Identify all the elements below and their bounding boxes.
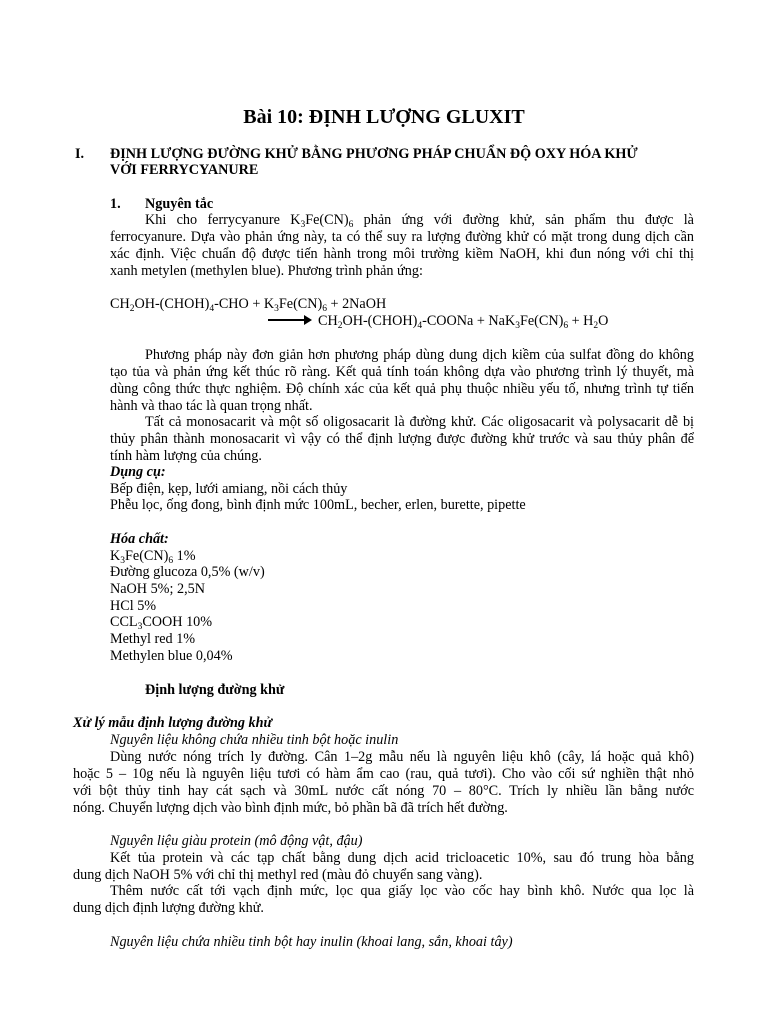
paragraph-line: hoặc 5 – 10g nếu là nguyên liệu tươi có hàm ẩm cao (rau, quả tươi). Cho vào cối sứ nghiền thật nhỏ (73, 766, 694, 782)
subheading: Nguyên liệu không chứa nhiều tinh bột hoặc inulin (110, 732, 399, 748)
paragraph-line: Dùng nước nóng trích ly đường. Cân 1–2g mẫu nếu là nguyên liệu khô (cây, lá hoặc quả khô) (110, 749, 694, 765)
section-heading-line-1: ĐỊNH LƯỢNG ĐƯỜNG KHỬ BẰNG PHƯƠNG PHÁP CHUẨN ĐỘ OXY HÓA KHỬ (110, 146, 638, 162)
list-item: $K_3Fe(CN)_6$ 1% (110, 548, 196, 566)
reaction-arrow-icon (268, 319, 310, 321)
page-title: Bài 10: ĐỊNH LƯỢNG GLUXIT (243, 106, 525, 128)
paragraph-line: tạo tủa và phản ứng kết thúc rõ ràng. Kết quả tính toán không dựa vào phương trình lý thuyết, mà (110, 364, 694, 380)
paragraph-line: Khi cho ferrycyanure $K_3Fe(CN)_6$ phản ứng với đường khử, sản phẩm thu được là (145, 212, 694, 230)
subsection-title: Nguyên tắc (145, 196, 214, 212)
subheading: Nguyên liệu chứa nhiều tinh bột hay inulin (khoai lang, sắn, khoai tây) (110, 934, 513, 950)
paragraph-line: dung dịch NaOH 5% với chỉ thị methyl red (màu đỏ chuyển sang vàng). (73, 867, 483, 883)
section-numeral: I. (75, 146, 85, 162)
list-item: Đường glucoza 0,5% (w/v) (110, 564, 265, 580)
paragraph-line: thủy phân thành monosacarit vì vậy có thể định lượng được đường khử trước và sau thủy phân để (110, 431, 694, 447)
paragraph-line: dung dịch định lượng đường khử. (73, 900, 264, 916)
paragraph-line: Tất cả monosacarit và một số oligosacarit là đường khử. Các oligosacarit và polysacarit dễ bị (145, 414, 694, 430)
subsection-number: 1. (110, 196, 121, 212)
paragraph-line: hành và thao tác là quan trọng nhất. (110, 398, 313, 414)
chemicals-heading: Hóa chất: (110, 531, 169, 547)
list-item: Methyl red 1% (110, 631, 196, 647)
paragraph-line: xác định. Việc chuẩn độ được tiến hành trong môi trường kiềm NaOH, khi đun nóng với chỉ thị (110, 246, 694, 262)
list-item: $CCL_3COOH$ 10% (110, 614, 213, 632)
list-item: HCl 5% (110, 598, 157, 614)
paragraph-line: Phương pháp này đơn giản hơn phương pháp dùng dung dịch kiềm của sulfat đồng do không (145, 347, 694, 363)
sample-processing-heading: Xử lý mẫu định lượng đường khử (73, 715, 273, 731)
paragraph-line: tính hàm lượng của chúng. (110, 448, 262, 464)
equipment-heading: Dụng cụ: (110, 464, 166, 480)
paragraph-line: xanh metylen (methylen blue). Phương trình phản ứng: (110, 263, 423, 279)
paragraph-line: với bột thủy tinh hay cát sạch và 30mL nước cất nóng 70 – 80°C. Trích ly nhiều lần bằng nước (73, 783, 694, 799)
paragraph-line: dùng công thức thực nghiệm. Độ chính xác của kết quả phụ thuộc nhiều yếu tố, nhưng trình tự tiến (110, 381, 694, 397)
paragraph-line: Thêm nước cất tới vạch định mức, lọc qua giấy lọc vào cốc hay bình khô. Nước qua lọc là (110, 883, 694, 899)
subheading: Nguyên liệu giàu protein (mô động vật, đậu) (110, 833, 363, 849)
list-item: Methylen blue 0,04% (110, 648, 233, 664)
subsection-heading: Định lượng đường khử (145, 682, 285, 698)
section-heading-line-2: VỚI FERRYCYANURE (110, 162, 259, 178)
list-item: Bếp điện, kẹp, lưới amiang, nồi cách thủy (110, 481, 348, 497)
list-item: Phễu lọc, ống đong, bình định mức 100mL, becher, erlen, burette, pipette (110, 497, 526, 513)
paragraph-line: ferrocyanure. Dựa vào phản ứng này, ta có thể suy ra lượng đường khử có mặt trong dung dịch cần (110, 229, 694, 245)
equation-products: $CH_2OH-(CHOH)_4$-COONa + $NaK_3Fe(CN)_6 + H_2O$ (318, 313, 609, 331)
paragraph-line: Kết tủa protein và các tạp chất bằng dung dịch acid tricloacetic 10%, sau đó trung hòa bằng (110, 850, 694, 866)
paragraph-line: nóng. Chuyển lượng dịch vào bình định mức, bỏ phần bã đã trích hết đường. (73, 800, 508, 816)
equation-reactants: $CH_2OH-(CHOH)_4$-CHO + $K_3Fe(CN)_6$ + 2NaOH (110, 296, 387, 314)
list-item: NaOH 5%; 2,5N (110, 581, 205, 597)
